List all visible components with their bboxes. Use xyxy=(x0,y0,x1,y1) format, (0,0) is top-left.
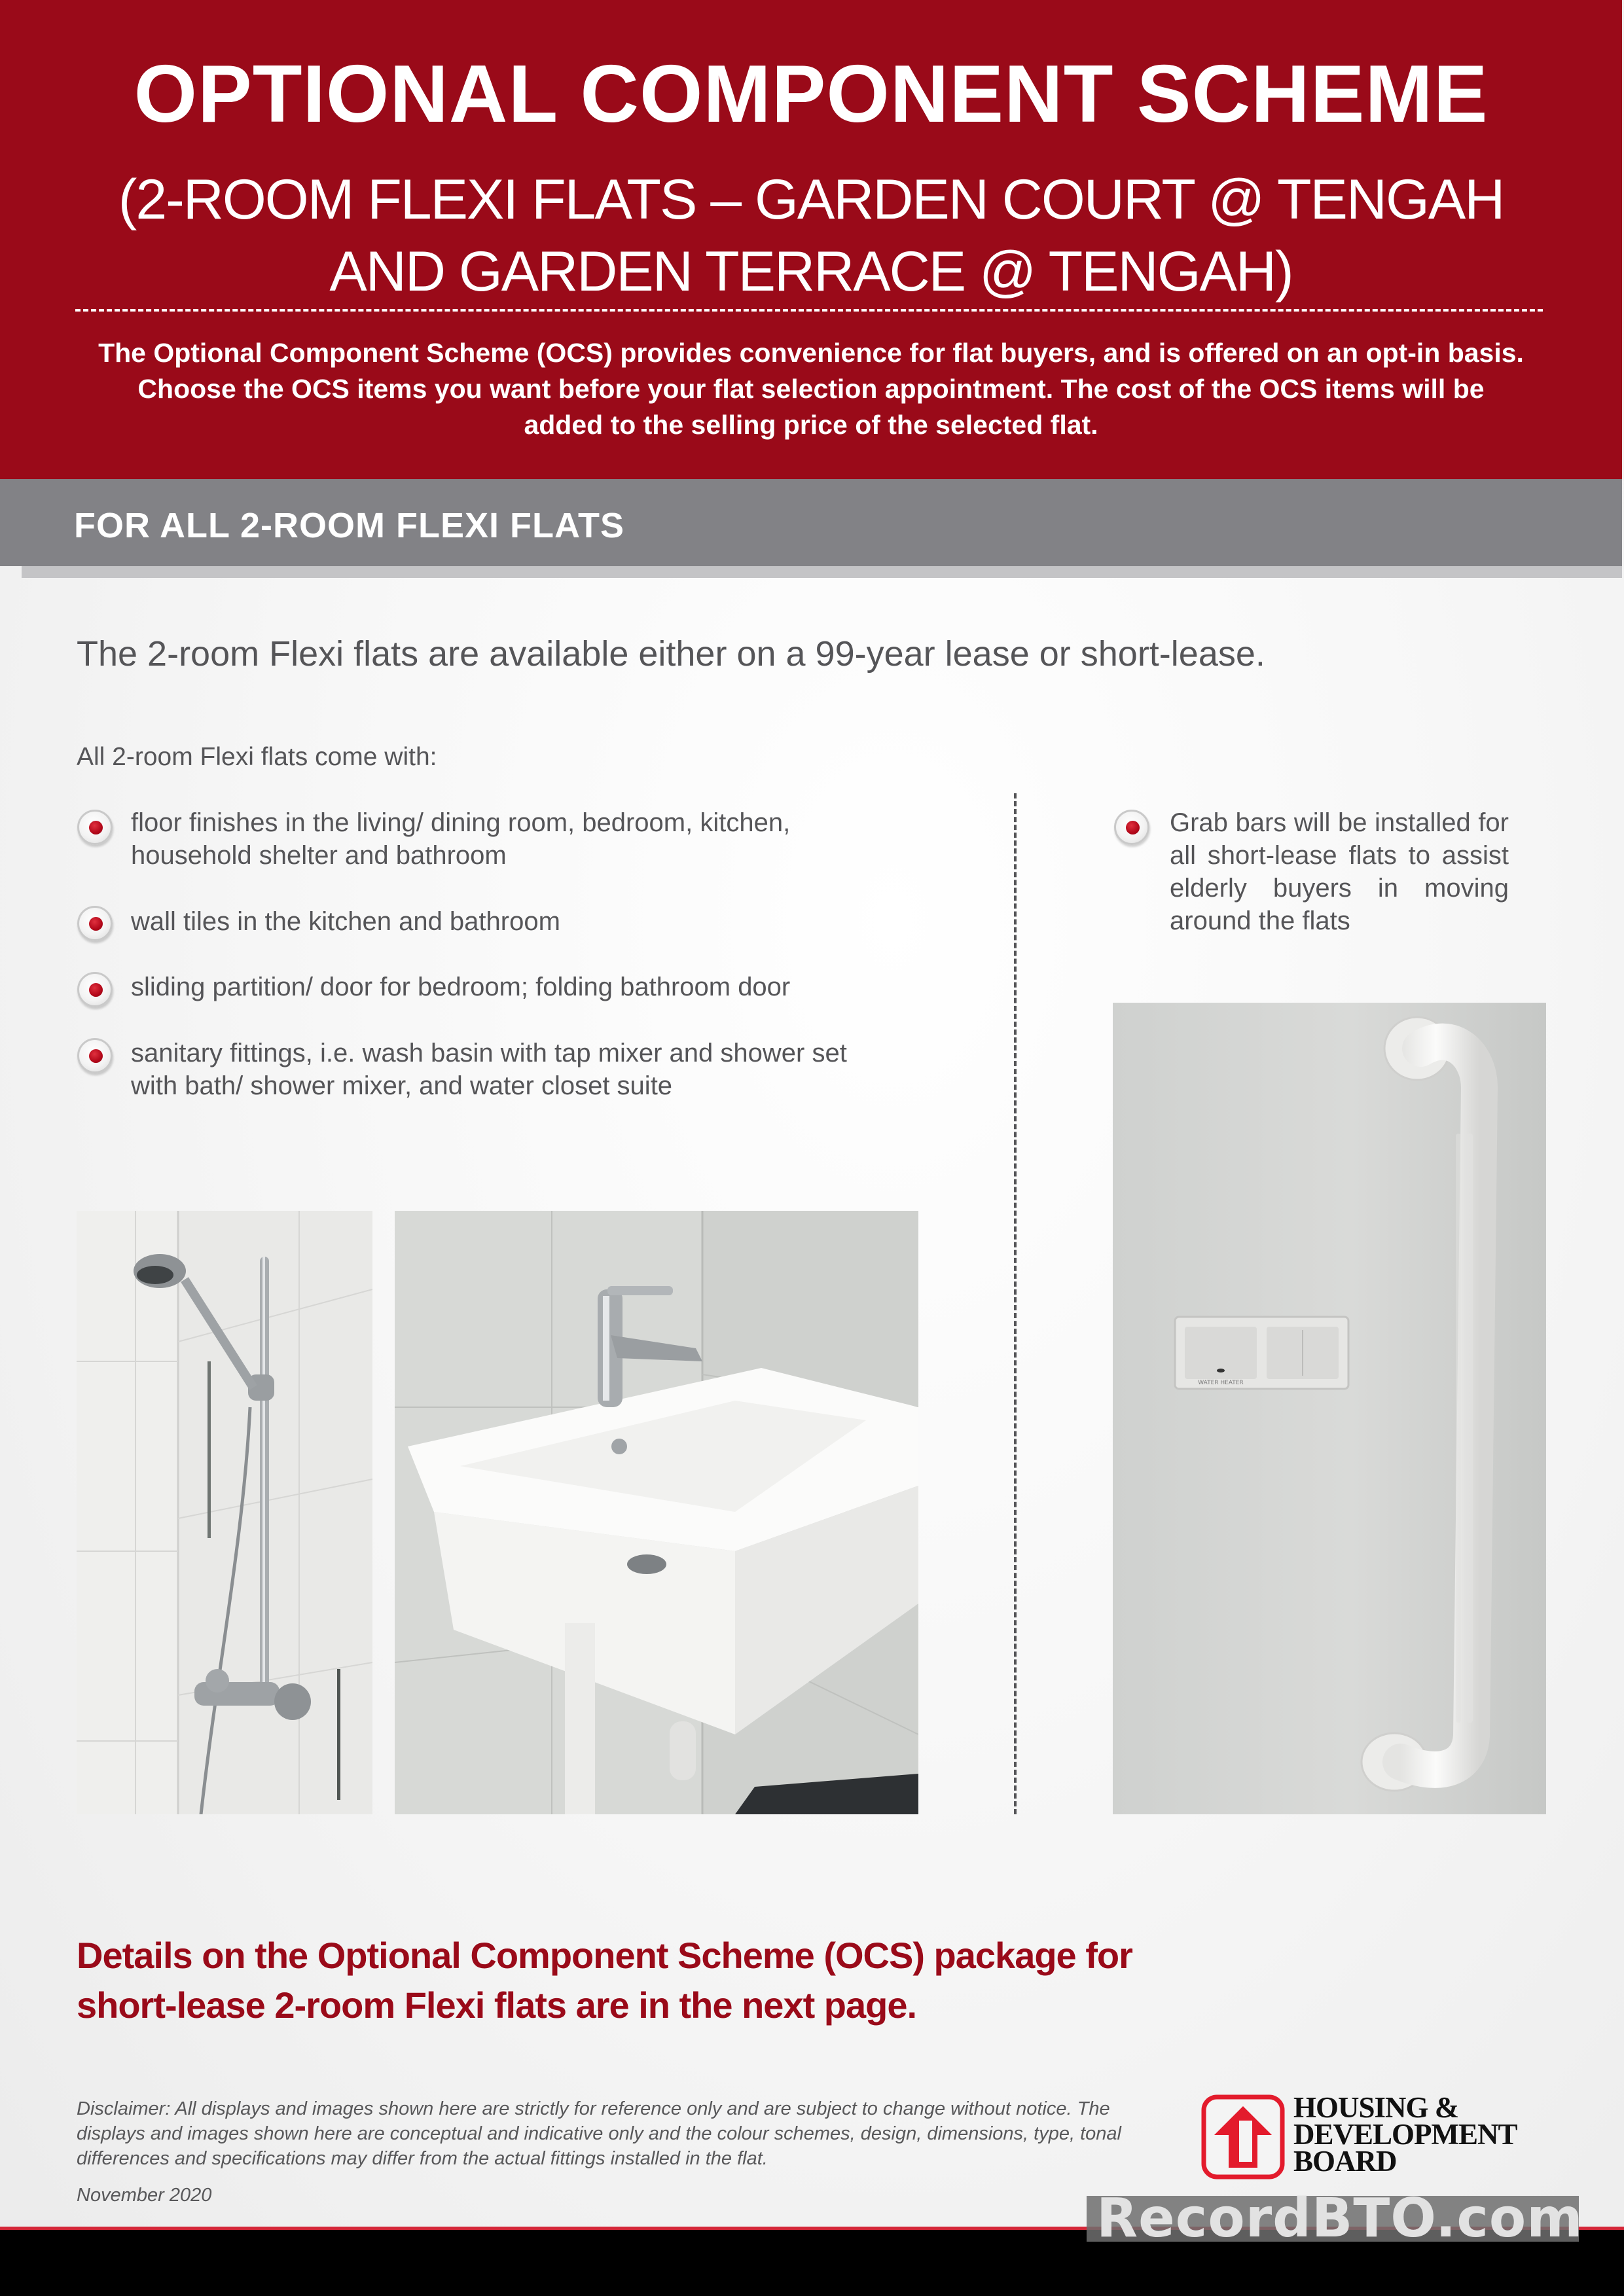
section-band-shadow xyxy=(22,566,1622,578)
disclaimer-text: Disclaimer: All displays and images shown here are strictly for reference only and are subject to change without notice. The displays and images shown here are conceptual and indicative only and the colour schemes, design, dimensions, type, tonal differences and specifications may differ from the actual fittings installed in the flat. xyxy=(77,2098,1121,2169)
subtitle-line-1: (2-ROOM FLEXI FLATS – GARDEN COURT @ TENGAH xyxy=(118,168,1504,231)
header-divider xyxy=(75,309,1543,312)
publication-date: November 2020 xyxy=(77,2185,212,2206)
comes-with-label: All 2-room Flexi flats come with: xyxy=(77,743,437,771)
list-item xyxy=(131,1037,847,1102)
bullet-icon xyxy=(1114,810,1149,845)
section-band xyxy=(0,479,1622,566)
page-title: OPTIONAL COMPONENT SCHEME xyxy=(134,49,1489,139)
grab-bar-note: Grab bars will be installed for all short-lease flats to assist elderly buyers in moving around the flats xyxy=(1170,808,1509,935)
logo-line: BOARD xyxy=(1293,2145,1397,2178)
header-banner xyxy=(0,0,1622,479)
list-item-line: wall tiles in the kitchen and bathroom xyxy=(131,907,560,936)
intro-paragraph: The Optional Component Scheme (OCS) provides convenience for flat buyers, and is offered on an opt-in basis. Choose the OCS items you want before your flat selection appointment. The cost of the OCS items will be added to the selling price of the selected flat. xyxy=(98,338,1524,440)
switch-label: WATER HEATER xyxy=(1198,1380,1244,1386)
bullet-icon xyxy=(77,810,113,845)
logo-line: DEVELOPMENT xyxy=(1293,2118,1517,2151)
next-page-callout xyxy=(77,1931,1189,2030)
list-item xyxy=(131,905,560,938)
list-item-line: sanitary fittings, i.e. wash basin with tap mixer and shower set xyxy=(131,1039,847,1067)
hdb-logo-icon xyxy=(1201,2094,1285,2179)
shower-set-photo xyxy=(77,1211,372,1814)
lead-text: The 2-room Flexi flats are available either on a 99-year lease or short-lease. xyxy=(77,634,1265,673)
grab-bar-photo xyxy=(1113,1003,1546,1814)
list-item xyxy=(131,971,790,1003)
page-subtitle xyxy=(0,164,1622,308)
callout-line-2: short-lease 2-room Flexi flats are in the next page. xyxy=(77,1984,917,2026)
bullet-icon xyxy=(77,972,113,1007)
column-divider xyxy=(1014,793,1017,1814)
bullet-icon xyxy=(77,1038,113,1073)
logo-line: HOUSING & xyxy=(1293,2091,1459,2124)
bullet-icon xyxy=(77,906,113,941)
list-item-line: household shelter and bathroom xyxy=(131,841,507,870)
wash-basin-photo xyxy=(395,1211,918,1814)
subtitle-line-2: AND GARDEN TERRACE @ TENGAH) xyxy=(329,240,1293,303)
section-title: FOR ALL 2-ROOM FLEXI FLATS xyxy=(74,506,624,545)
callout-line-1: Details on the Optional Component Scheme (OCS) package for xyxy=(77,1935,1132,1976)
watermark-text: RecordBTO.com xyxy=(1096,2187,1583,2250)
hdb-logo-text xyxy=(1293,2091,1517,2178)
list-item-line: with bath/ shower mixer, and water closet suite xyxy=(131,1071,673,1100)
list-item xyxy=(131,806,790,872)
list-item-line: sliding partition/ door for bedroom; folding bathroom door xyxy=(131,973,791,1001)
list-item-line: floor finishes in the living/ dining room, bedroom, kitchen, xyxy=(131,808,791,837)
